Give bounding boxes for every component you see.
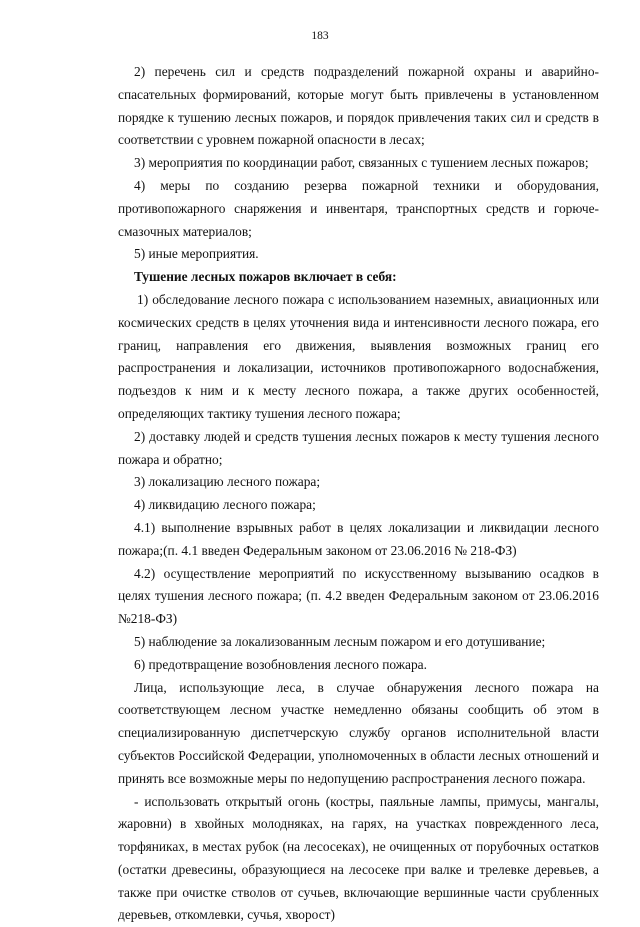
paragraph-item-5: 5) иные мероприятия.: [118, 243, 599, 266]
paragraph-forest-users: Лица, использующие леса, в случае обнаружения лесного пожара на соответствующем лесном участке немедленно обязаны сообщить об этом в специализированную диспетчерскую службу органов исполнительной власти субъектов Российской Федерации, уполномоченных в области лесных отношений и принять все возможные меры по недопущению распространения лесного пожара.: [118, 677, 599, 791]
list-item-explosive-works: 4.1) выполнение взрывных работ в целях локализации и ликвидации лесного пожара;(п. 4.1 введен Федеральным законом от 23.06.2016 № 218-ФЗ): [118, 517, 599, 563]
list-item-liquidation: 4) ликвидацию лесного пожара;: [118, 494, 599, 517]
paragraph-item-3: 3) мероприятия по координации работ, связанных с тушением лесных пожаров;: [118, 152, 599, 175]
paragraph-open-fire: - использовать открытый огонь (костры, паяльные лампы, примусы, мангалы, жаровни) в хвойных молодняках, на гарях, на участках поврежденного леса, торфяниках, в местах рубок (на лесосеках), не очищенных от порубочных остатков (остатки древесины, образующиеся на лесосеке при валке и трелевке деревьев, а также при очистке стволов от сучьев, включающие вершинные части срубленных деревьев, откомлевки, сучья, хворост): [118, 791, 599, 927]
list-item-observation: 5) наблюдение за локализованным лесным пожаром и его дотушивание;: [118, 631, 599, 654]
paragraph-item-4: 4) меры по созданию резерва пожарной техники и оборудования, противопожарного снаряжения и инвентаря, транспортных средств и горюче-смазочных материалов;: [118, 175, 599, 243]
page-number: 183: [0, 30, 640, 42]
list-item-delivery: 2) доставку людей и средств тушения лесных пожаров к месту тушения лесного пожара и обратно;: [118, 426, 599, 472]
list-item-prevention: 6) предотвращение возобновления лесного пожара.: [118, 654, 599, 677]
list-item-survey: 1) обследование лесного пожара с использованием наземных, авиационных или космических средств в целях уточнения вида и интенсивности лесного пожара, его границ, направления его движения, выявления возможных границ его распространения и локализации, источников противопожарного водоснабжения, подъездов к ним и к месту лесного пожара, а также других особенностей, определяющих тактику тушения лесного пожара;: [118, 289, 599, 426]
list-item-artificial-precipitation: 4.2) осуществление мероприятий по искусственному вызыванию осадков в целях тушения лесного пожара; (п. 4.2 введен Федеральным законом от 23.06.2016 №218-ФЗ): [118, 563, 599, 631]
paragraph-item-2: 2) перечень сил и средств подразделений пожарной охраны и аварийно-спасательных формирований, которые могут быть привлечены в установленном порядке к тушению лесных пожаров, и порядок привлечения таких сил и средств в соответствии с уровнем пожарной опасности в лесах;: [118, 61, 599, 152]
list-item-localization: 3) локализацию лесного пожара;: [118, 471, 599, 494]
section-heading: Тушение лесных пожаров включает в себя:: [118, 266, 599, 289]
page-body: [118, 61, 599, 927]
